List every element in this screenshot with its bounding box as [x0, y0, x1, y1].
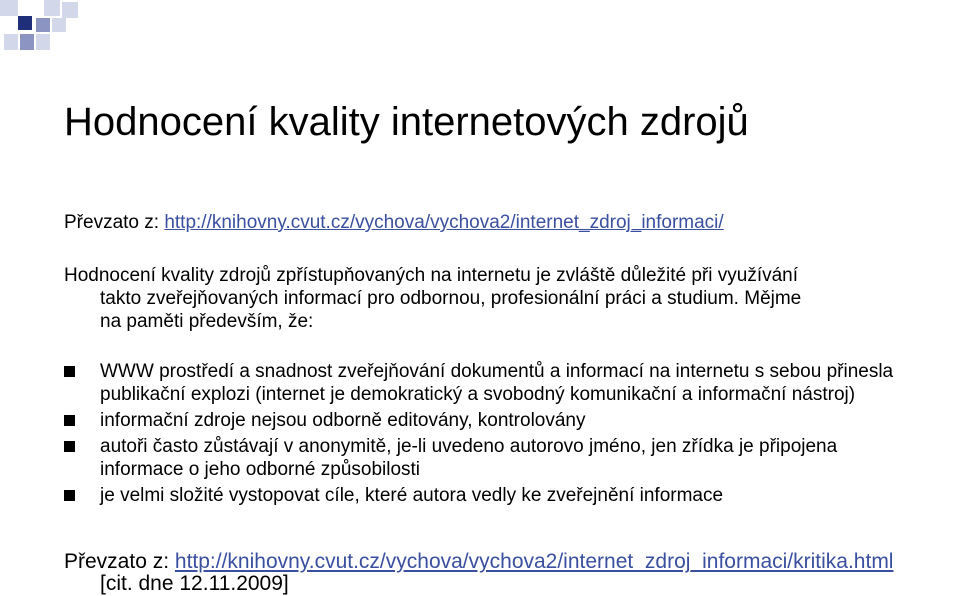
source-line-bottom: [64, 551, 944, 595]
source-label: Převzato z:: [64, 550, 175, 573]
list-item-text: WWW prostředí a snadnost zveřejňování dokumentů a informací na internetu s sebou přinesla publikační explozi (internet je demokratický a svobodný komunikační a informační nástroj): [100, 361, 894, 405]
source-label: Převzato z:: [64, 212, 165, 233]
list-item-text: autoři často zůstávají v anonymitě, je-li uvedeno autorovo jméno, jen zřídka je připojena informace o jeho odborné způsobilosti: [100, 436, 838, 480]
list-item-text: je velmi složité vystopovat cíle, které autora vedly ke zveřejnění informace: [100, 485, 724, 506]
deco-square: [36, 34, 50, 50]
square-bullet-icon: [64, 490, 75, 501]
intro-line: takto zveřejňovaných informací pro odbornou, profesionální práci a studium. Mějme: [100, 288, 802, 309]
list-item: [64, 409, 924, 432]
page-title: Hodnocení kvality internetových zdrojů: [64, 100, 749, 144]
list-item-text: informační zdroje nejsou odborně editovány, kontrolovány: [100, 410, 586, 431]
source-link-top[interactable]: http://knihovny.cvut.cz/vychova/vychova2/internet_zdroj_informaci/: [164, 212, 724, 233]
list-item: [64, 435, 924, 481]
square-bullet-icon: [64, 366, 75, 377]
deco-square: [20, 34, 34, 50]
source-line-top: [64, 211, 724, 235]
source-link-bottom[interactable]: http://knihovny.cvut.cz/vychova/vychova2/internet_zdroj_informaci/kritika.html: [174, 550, 894, 573]
deco-square: [18, 16, 32, 30]
intro-line: na paměti především, že:: [100, 311, 314, 332]
deco-square: [62, 2, 78, 18]
list-item: [64, 484, 924, 507]
citation-date: [cit. dne 12.11.2009]: [100, 572, 289, 595]
deco-square: [52, 18, 66, 32]
list-item: [64, 360, 924, 406]
decorative-squares: [0, 0, 90, 56]
intro-line: Hodnocení kvality zdrojů zpřístupňovaných na internetu je zvláště důležité při využívání: [64, 265, 799, 286]
intro-paragraph: [64, 264, 920, 333]
square-bullet-icon: [64, 441, 75, 452]
deco-square: [36, 18, 50, 32]
deco-square: [44, 0, 60, 16]
bullet-list: [64, 360, 924, 510]
deco-square: [4, 34, 18, 50]
square-bullet-icon: [64, 415, 75, 426]
deco-square: [0, 0, 18, 16]
